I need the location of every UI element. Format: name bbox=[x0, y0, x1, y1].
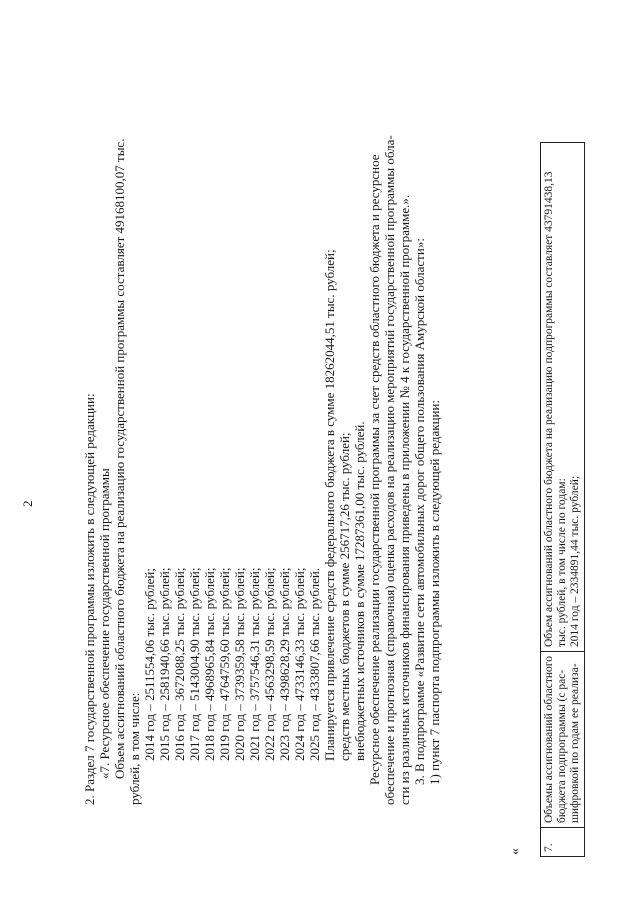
table-row bbox=[541, 143, 585, 857]
year-line: 2023 год – 4398628,29 тыс. рублей; bbox=[277, 567, 292, 761]
year-line: 2025 год – 4333807,66 тыс. рублей. bbox=[307, 567, 322, 761]
year-line: 2015 год – 2581940,66 тыс. рублей; bbox=[157, 567, 172, 761]
year-line: 2020 год – 3739359,58 тыс. рублей; bbox=[232, 567, 247, 761]
year-line: 2017 год – 5143004,90 тыс. рублей; bbox=[187, 567, 202, 761]
year-line: 2019 год – 4764759,60 тыс. рублей; bbox=[217, 567, 232, 761]
text-line: Планируется привлечение средств федерального бюджета в сумме 18262044,51 тыс. рублей; bbox=[322, 249, 337, 761]
text-line: 2. Раздел 7 государственной программы изложить в следующей редакции: bbox=[82, 393, 97, 805]
value-line: Объем ассигнований областного бюджета на реализацию подпрограммы составляет 43791438,13 bbox=[543, 171, 555, 648]
year-line: 2022 год – 4563298,59 тыс. рублей; bbox=[262, 567, 277, 761]
text-line: обеспечение и прогнозная (справочная) оценка расходов на реализацию мероприятий государственной программы обла- bbox=[382, 135, 397, 805]
text-line: Объем ассигнований областного бюджета на реализацию государственной программы составляет 49168100,07 тыс. bbox=[112, 138, 127, 779]
opening-quote: « bbox=[508, 848, 523, 855]
text-line: 3. В подпрограмме «Развитие сети автомобильных дорог общего пользования Амурской области»: bbox=[412, 238, 427, 785]
year-line: 2014 год – 2511554,06 тыс. рублей; bbox=[142, 568, 157, 761]
text-line: 1) пункт 7 паспорта подпрограммы изложить в следующей редакции: bbox=[427, 399, 442, 785]
value-line: тыс. рублей, в том числе по годам: bbox=[556, 478, 568, 648]
row-number-cell: 7. bbox=[541, 828, 585, 857]
page-number: 2 bbox=[20, 500, 35, 507]
rotated-content bbox=[0, 95, 640, 905]
row-value-cell bbox=[541, 143, 585, 652]
label-line: Объемы ассигнований областного bbox=[543, 656, 555, 823]
section-heading: «7. Ресурсное обеспечение государственной программы bbox=[97, 468, 112, 779]
text-line: рублей, в том числе: bbox=[127, 692, 142, 805]
value-line: 2014 год – 2334891,44 тыс. рублей; bbox=[569, 475, 581, 648]
row-label-cell bbox=[541, 652, 585, 828]
year-line: 2016 год – 3672088,25 тыс. рублей; bbox=[172, 567, 187, 761]
passport-table bbox=[540, 142, 585, 857]
year-line: 2024 год – 4733146,33 тыс. рублей; bbox=[292, 567, 307, 761]
text-line: внебюджетных источников в сумме 17287361,00 тыс. рублей. bbox=[352, 421, 367, 761]
label-line: бюджета подпрограммы (с рас- bbox=[556, 669, 568, 823]
text-line: средств местных бюджетов в сумме 256717,26 тыс. рублей; bbox=[337, 432, 352, 761]
text-line: сти из различных источников финансирования приведены в приложении № 4 к государственной программе.». bbox=[397, 194, 412, 805]
text-line: Ресурсное обеспечение реализации государственной программы за счет средств областного бюджета и ресурсное bbox=[367, 154, 382, 785]
year-line: 2021 год – 3757546,31 тыс. рублей; bbox=[247, 567, 262, 761]
label-line: шифровкой по годам ее реализа- bbox=[569, 663, 581, 823]
year-line: 2018 год – 4968965,84 тыс. рублей; bbox=[202, 567, 217, 761]
